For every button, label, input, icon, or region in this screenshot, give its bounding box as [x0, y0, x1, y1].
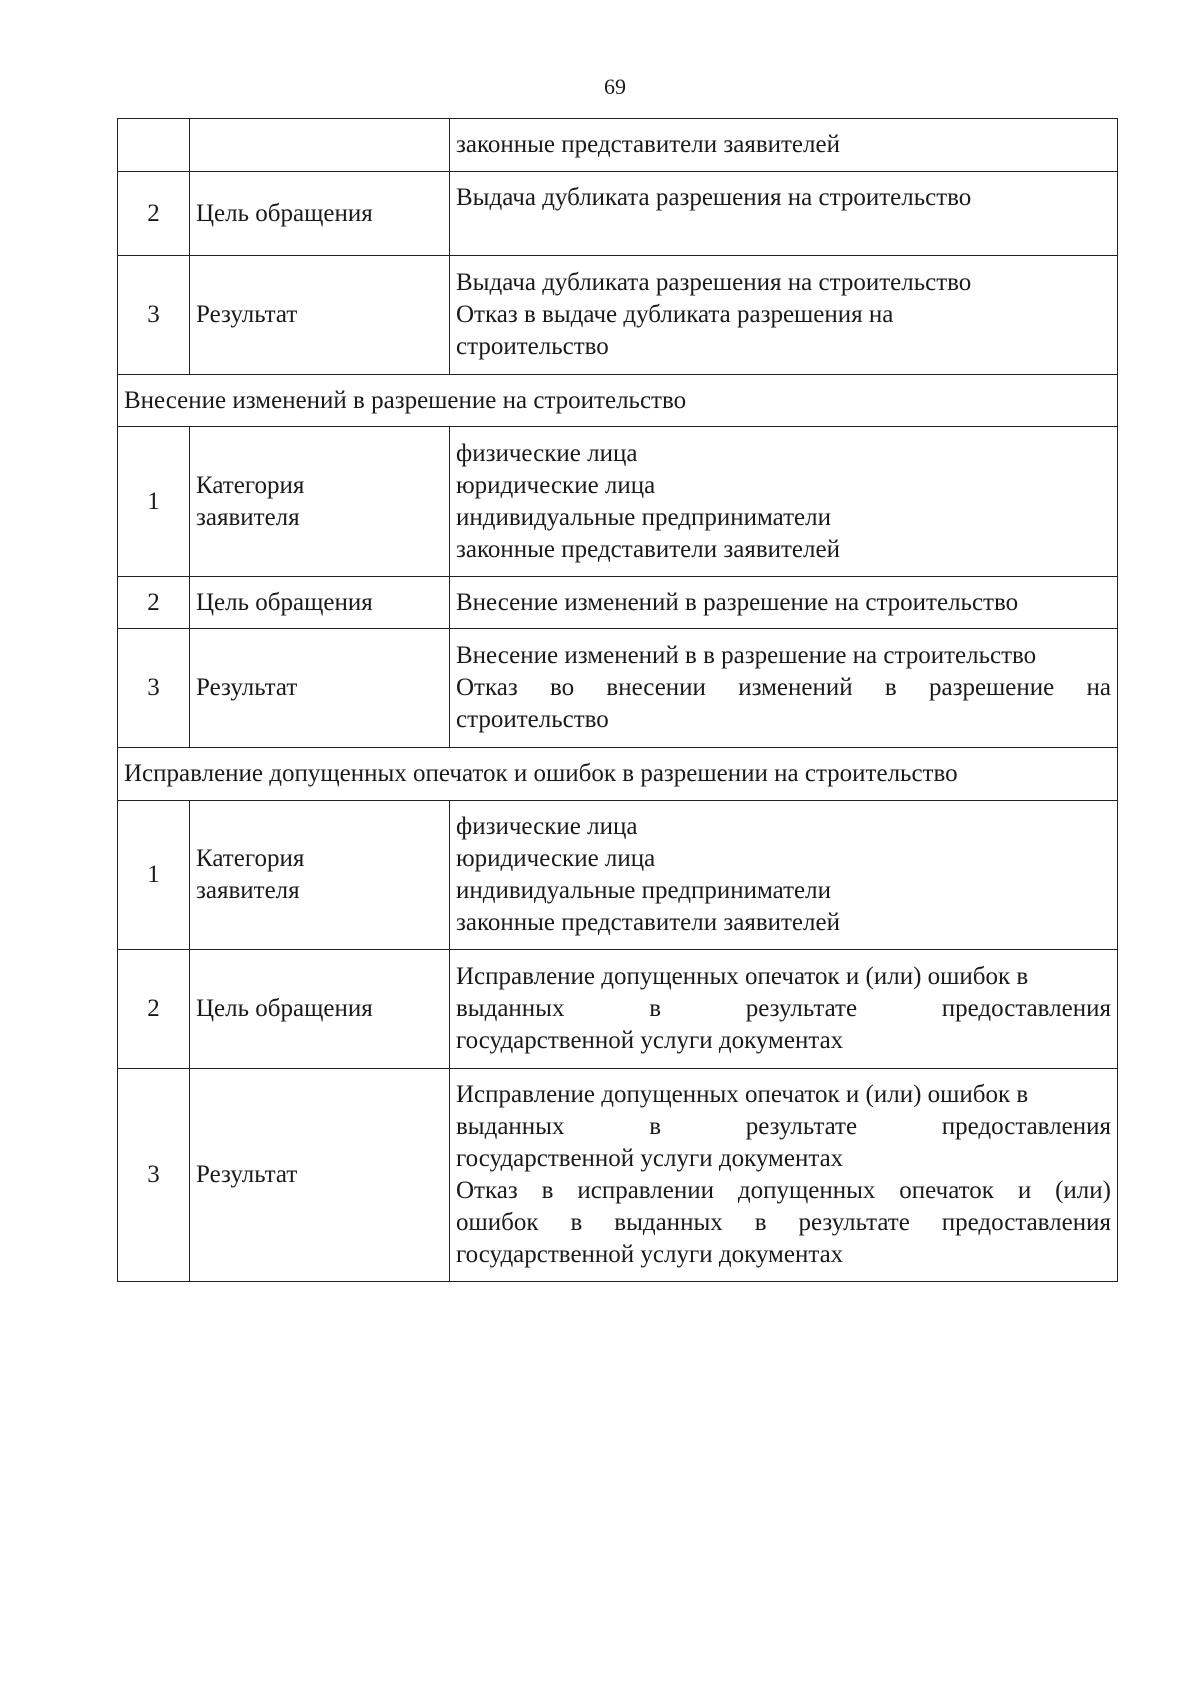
- row-label: Цель обращения: [190, 950, 450, 1069]
- section-title-corrections: Исправление допущенных опечаток и ошибок в разрешении на строительство: [118, 748, 1118, 801]
- table-row: [118, 119, 1118, 172]
- value-line: государственной услуги документах: [456, 1145, 844, 1172]
- row-value: [450, 256, 1118, 375]
- table-row: [118, 1069, 1118, 1282]
- value-line: Выдача дубликата разрешения на строительство: [456, 269, 972, 296]
- row-value: [450, 950, 1118, 1069]
- value-line: индивидуальные предприниматели: [456, 877, 831, 904]
- value-line: законные представители заявителей: [456, 131, 840, 158]
- value-line: Выдача дубликата разрешения на строительство: [456, 184, 972, 211]
- row-number: 3: [118, 629, 190, 748]
- row-number: 2: [118, 577, 190, 629]
- row-label: Результат: [190, 1069, 450, 1282]
- row-label: Результат: [190, 629, 450, 748]
- value-line: законные представители заявителей: [456, 909, 840, 936]
- row-number: 1: [118, 801, 190, 950]
- section-title-changes: Внесение изменений в разрешение на строительство: [118, 375, 1118, 427]
- row-number: 2: [118, 172, 190, 256]
- value-line: ошибок в выданных в результате предоставления: [456, 1209, 1111, 1236]
- row-label: Цель обращения: [190, 172, 450, 256]
- row-value: [450, 801, 1118, 950]
- section-header-row: [118, 375, 1118, 427]
- table-row: [118, 950, 1118, 1069]
- value-line: индивидуальные предприниматели: [456, 503, 831, 531]
- value-line: Исправление допущенных опечаток и (или) ошибок в: [456, 963, 1029, 990]
- value-line: законные представители заявителей: [456, 535, 840, 563]
- value-line: выданных в результате предоставления: [456, 1113, 1111, 1140]
- value-line: Отказ в выдаче дубликата разрешения на: [456, 301, 894, 328]
- value-line: Внесение изменений в разрешение на строительство: [456, 588, 1019, 616]
- row-value: [450, 629, 1118, 748]
- value-line: юридические лица: [456, 471, 656, 499]
- value-line: строительство: [456, 333, 609, 360]
- table-row: [118, 427, 1118, 577]
- row-label: [190, 801, 450, 950]
- value-line: Отказ во внесении изменений в разрешение на: [456, 674, 1111, 701]
- value-line: юридические лица: [456, 845, 656, 872]
- row-value: [450, 427, 1118, 577]
- value-line: Внесение изменений в в разрешение на строительство: [456, 642, 1037, 669]
- row-value: [450, 172, 1118, 256]
- value-line: Исправление допущенных опечаток и (или) ошибок в: [456, 1081, 1029, 1108]
- value-line: государственной услуги документах: [456, 1027, 844, 1054]
- value-line: строительство: [456, 706, 609, 733]
- value-line: государственной услуги документах: [456, 1241, 844, 1268]
- table-row: [118, 172, 1118, 256]
- row-value: [450, 1069, 1118, 1282]
- value-line: выданных в результате предоставления: [456, 995, 1111, 1022]
- row-number: 3: [118, 1069, 190, 1282]
- row-number: 1: [118, 427, 190, 577]
- table-row: [118, 256, 1118, 375]
- label-line: Категория: [196, 471, 305, 499]
- value-line: физические лица: [456, 813, 638, 840]
- row-number: 3: [118, 256, 190, 375]
- row-value: [450, 119, 1118, 172]
- row-label: [190, 427, 450, 577]
- page-number: 69: [604, 74, 626, 99]
- value-line: Отказ в исправлении допущенных опечаток и (или): [456, 1177, 1111, 1204]
- label-line: заявителя: [196, 503, 300, 531]
- row-label: [190, 119, 450, 172]
- table-row: [118, 629, 1118, 748]
- row-value: [450, 577, 1118, 629]
- row-number: 2: [118, 950, 190, 1069]
- services-table: [117, 118, 1118, 1282]
- table-row: [118, 801, 1118, 950]
- value-line: физические лица: [456, 439, 638, 467]
- row-label: Результат: [190, 256, 450, 375]
- label-line: заявителя: [196, 877, 300, 904]
- section-header-row: [118, 748, 1118, 801]
- row-label: Цель обращения: [190, 577, 450, 629]
- table-row: [118, 577, 1118, 629]
- label-line: Категория: [196, 845, 305, 872]
- row-number: [118, 119, 190, 172]
